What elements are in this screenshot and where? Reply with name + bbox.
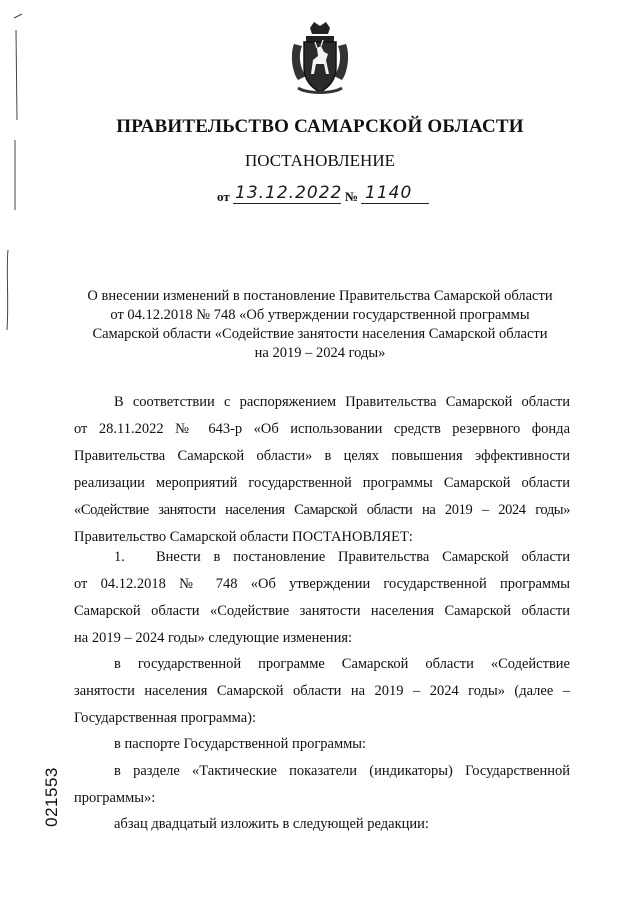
serial-number: [42, 762, 62, 832]
text-line-content: Внести в постановление Правительства Самарской области: [156, 549, 570, 565]
paragraph-program: [74, 651, 570, 732]
text-line: на 2019 – 2024 годы» следующие изменения:: [74, 630, 353, 646]
text-line: в государственной программе Самарской области «Содействие: [114, 656, 570, 672]
date-label: от: [217, 189, 230, 204]
serial-number-text: 021553: [42, 767, 61, 827]
text-line: занятости населения Самарской области на 2019 – 2024 годы» (далее –: [74, 683, 570, 699]
number-label: №: [345, 189, 359, 204]
text-line: от 04.12.2018 № 748 «Об утверждении государственной программы: [74, 576, 570, 592]
coat-of-arms-emblem: [288, 18, 352, 98]
subject-line: на 2019 – 2024 годы»: [254, 345, 386, 361]
date-number-line: [215, 183, 435, 207]
text-line: В соответствии с распоряжением Правительства Самарской области: [114, 394, 570, 410]
subject-line: О внесении изменений в постановление Правительства Самарской области: [87, 288, 553, 304]
text-line: от 28.11.2022 № 643-р «Об использовании средств резервного фонда: [74, 421, 570, 437]
paragraph-section: [74, 758, 570, 812]
subject-line: Самарской области «Содействие занятости населения Самарской области: [92, 326, 548, 342]
text-line: Правительство Самарской области ПОСТАНОВЛЯЕТ:: [74, 529, 413, 545]
subject-line: от 04.12.2018 № 748 «Об утверждении государственной программы: [110, 307, 530, 323]
text-line: в паспорте Государственной программы:: [114, 736, 367, 752]
text-line: [74, 544, 570, 571]
text-line: программы»:: [74, 790, 156, 806]
date-underline: [233, 203, 341, 204]
text-line: в разделе «Тактические показатели (индикаторы) Государственной: [114, 763, 570, 779]
date-value: 13.12.2022: [235, 183, 343, 203]
text-line: Государственная программа):: [74, 710, 257, 726]
government-title: ПРАВИТЕЛЬСТВО САМАРСКОЙ ОБЛАСТИ: [116, 116, 524, 137]
paragraph-preamble: [74, 389, 570, 551]
paragraph-abzac: [74, 811, 570, 838]
text-line: Правительства Самарской области» в целях повышения эффективности: [74, 448, 570, 464]
text-line: абзац двадцатый изложить в следующей редакции:: [114, 816, 429, 832]
text-line: Самарской области «Содействие занятости населения Самарской области: [74, 603, 570, 619]
document-subject: [70, 287, 570, 363]
paragraph-item-1: [74, 544, 570, 652]
text-line: «Содействие занятости населения Самарской области на 2019 – 2024 годы»: [74, 502, 570, 518]
number-underline: [361, 203, 429, 204]
number-value: 1140: [365, 183, 413, 203]
paragraph-passport: [74, 731, 570, 758]
document-type: ПОСТАНОВЛЕНИЕ: [244, 151, 395, 170]
item-number: 1.: [114, 549, 125, 565]
text-line: реализации мероприятий государственной программы Самарской области: [74, 475, 570, 491]
